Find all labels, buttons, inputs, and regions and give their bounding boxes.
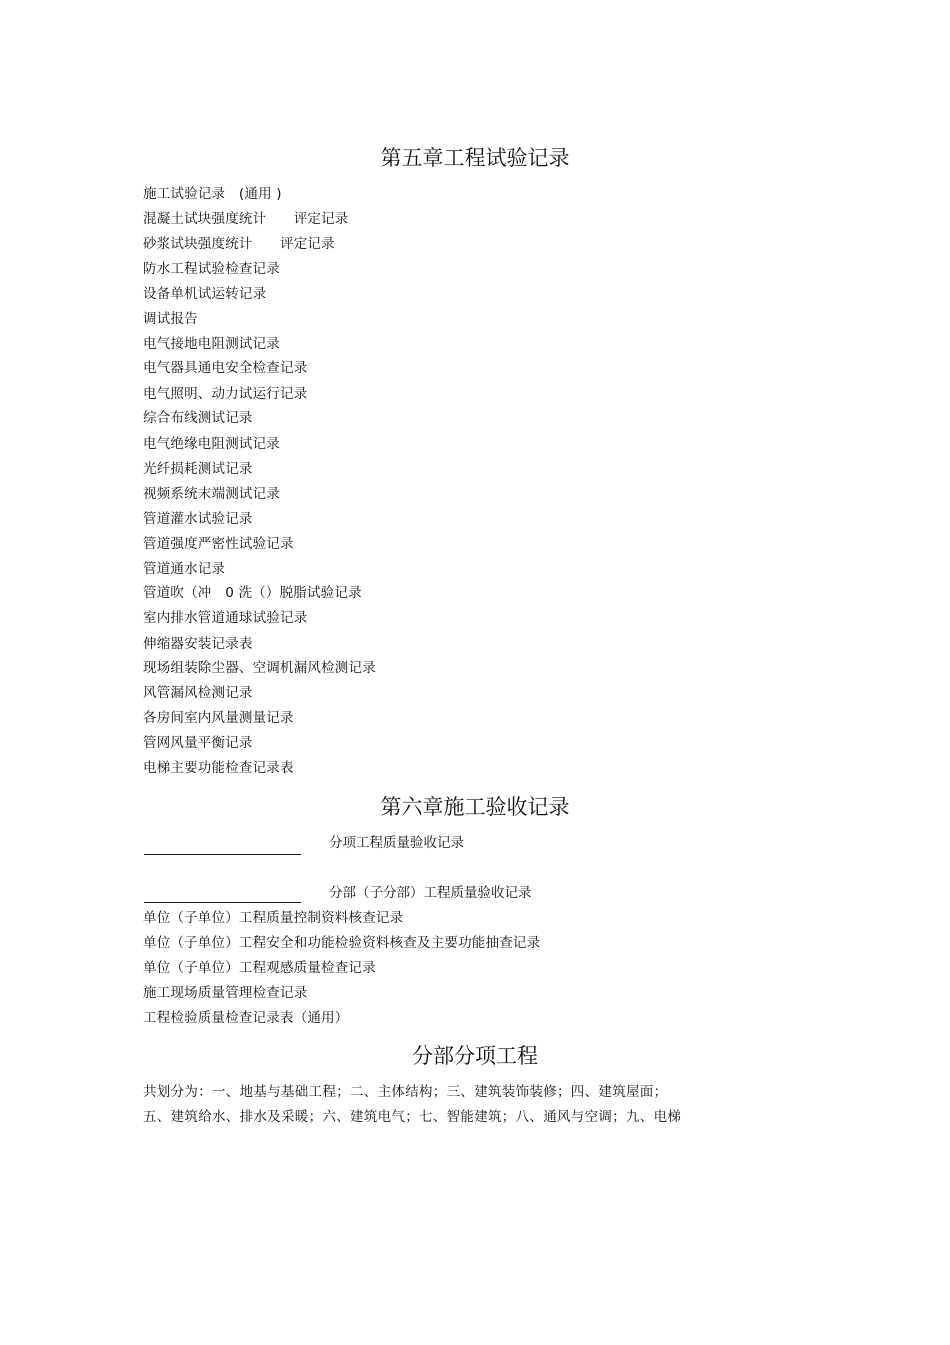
chapter5-item: 伸缩器安装记录表: [143, 636, 253, 652]
chapter6-item: 单位（子单位）工程观感质量检查记录: [143, 960, 376, 976]
chapter6-item: 施工现场质量管理检查记录: [143, 985, 308, 1001]
chapter5-item: 管道通水记录: [143, 561, 226, 577]
chapter5-item: 室内排水管道通球试验记录: [143, 610, 308, 626]
chapter5-item: 光纤损耗测试记录: [143, 461, 253, 477]
chapter5-item: 施工试验记录 (通用 ): [143, 186, 282, 202]
chapter5-item: 电气绝缘电阻测试记录: [143, 436, 280, 452]
section3-paragraph-line: 共划分为：一、地基与基础工程；二、主体结构；三、建筑装饰装修；四、建筑屋面；: [143, 1084, 668, 1100]
chapter5-item: 风管漏风检测记录: [143, 685, 253, 701]
chapter5-item: 管道灌水试验记录: [143, 511, 253, 527]
blank-entry-row: [143, 834, 743, 864]
chapter6-title: 第六章施工验收记录: [380, 795, 570, 819]
chapter6-blank-item: 分部（子分部）工程质量验收记录: [329, 885, 532, 901]
chapter5-item: 电气接地电阻测试记录: [143, 336, 280, 352]
chapter5-item: 管网风量平衡记录: [143, 735, 253, 751]
chapter5-item: 电气器具通电安全检查记录: [143, 360, 308, 376]
chapter5-item: 视频系统末端测试记录: [143, 486, 280, 502]
chapter5-item: 混凝土试块强度统计 评定记录: [143, 211, 349, 227]
chapter5-item: 管道吹（冲 0 洗（）脱脂试验记录: [143, 585, 362, 601]
chapter6-blank-item: 分项工程质量验收记录: [329, 835, 464, 851]
chapter5-item: 电梯主要功能检查记录表: [143, 760, 294, 776]
chapter5-item: 调试报告: [143, 311, 198, 327]
section3-paragraph-line: 五、建筑给水、排水及采暖；六、建筑电气；七、智能建筑；八、通风与空调；九、电梯: [143, 1109, 682, 1125]
section3-title: 分部分项工程: [412, 1044, 538, 1068]
chapter5-item: 各房间室内风量测量记录: [143, 710, 294, 726]
chapter5-item: 现场组装除尘器、空调机漏风检测记录: [143, 660, 376, 676]
fill-in-blank-line: [144, 902, 301, 903]
chapter5-item: 防水工程试验检查记录: [143, 261, 280, 277]
chapter5-item: 设备单机试运转记录: [143, 286, 267, 302]
fill-in-blank-line: [144, 854, 301, 855]
chapter5-item: 管道强度严密性试验记录: [143, 536, 294, 552]
chapter6-item: 工程检验质量检查记录表（通用）: [143, 1010, 349, 1026]
chapter6-item: 单位（子单位）工程质量控制资料核查记录: [143, 910, 404, 926]
chapter5-item: 电气照明、动力试运行记录: [143, 386, 308, 402]
chapter5-item: 综合布线测试记录: [143, 410, 253, 426]
chapter5-title: 第五章工程试验记录: [380, 146, 570, 170]
chapter5-item: 砂浆试块强度统计 评定记录: [143, 236, 335, 252]
chapter6-item: 单位（子单位）工程安全和功能检验资料核查及主要功能抽查记录: [143, 935, 541, 951]
